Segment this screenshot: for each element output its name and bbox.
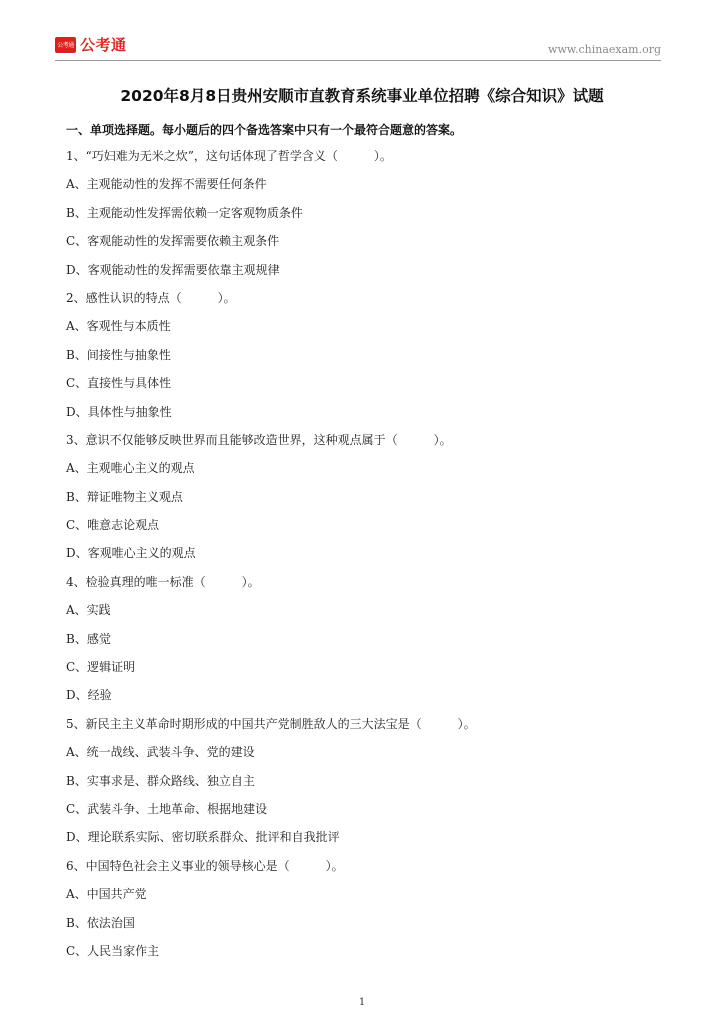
option-line: C、逻辑证明 — [66, 660, 136, 675]
option-line: B、依法治国 — [66, 915, 135, 930]
section-heading: 一、单项选择题。每小题后的四个备选答案中只有一个最符合题意的答案。 — [66, 123, 463, 137]
option-line: D、理论联系实际、密切联系群众、批评和自我批评 — [66, 830, 340, 845]
option-line: A、主观唯心主义的观点 — [66, 461, 195, 476]
brand-logo[interactable] — [55, 34, 127, 55]
option-line: C、直接性与具体性 — [66, 376, 172, 391]
logo-badge: 公考通 — [55, 37, 76, 53]
option-line: D、客观能动性的发挥需要依靠主观规律 — [66, 262, 280, 277]
option-line: B、感觉 — [66, 631, 111, 646]
logo-text: 公考通 — [80, 36, 127, 54]
option-line: B、主观能动性发挥需依赖一定客观物质条件 — [66, 205, 303, 220]
site-url: www.chinaexam.org — [548, 43, 661, 56]
option-line: C、唯意志论观点 — [66, 518, 160, 533]
question-line: 5、新民主主义革命时期形成的中国共产党制胜敌人的三大法宝是（ ）。 — [66, 716, 476, 731]
header-divider — [55, 60, 661, 61]
document-title: 2020年8月8日贵州安顺市直教育系统事业单位招聘《综合知识》试题 — [120, 87, 604, 105]
option-line: A、客观性与本质性 — [66, 319, 171, 334]
option-line: D、具体性与抽象性 — [66, 404, 172, 419]
question-line: 6、中国特色社会主义事业的领导核心是（ ）。 — [66, 858, 344, 873]
option-line: A、统一战线、武装斗争、党的建设 — [66, 745, 255, 760]
option-line: D、客观唯心主义的观点 — [66, 546, 196, 561]
page-number: 1 — [358, 997, 366, 1008]
question-list — [66, 146, 666, 969]
option-line: D、经验 — [66, 688, 112, 703]
page-header — [55, 34, 661, 60]
option-line: C、客观能动性的发挥需要依赖主观条件 — [66, 234, 280, 249]
option-line: A、中国共产党 — [66, 887, 147, 902]
option-line: B、实事求是、群众路线、独立自主 — [66, 773, 255, 788]
question-line: 2、感性认识的特点（ ）。 — [66, 290, 236, 305]
question-line: 4、检验真理的唯一标准（ ）。 — [66, 574, 260, 589]
question-line: 3、意识不仅能够反映世界而且能够改造世界，这种观点属于（ ）。 — [66, 432, 452, 447]
option-line: C、武装斗争、土地革命、根据地建设 — [66, 801, 268, 816]
option-line: A、实践 — [66, 603, 111, 618]
option-line: C、人民当家作主 — [66, 943, 160, 958]
option-line: B、辩证唯物主义观点 — [66, 489, 183, 504]
question-line: 1、“巧妇难为无米之炊”，这句话体现了哲学含义（ ）。 — [66, 149, 392, 163]
option-line: A、主观能动性的发挥不需要任何条件 — [66, 177, 267, 192]
option-line: B、间接性与抽象性 — [66, 347, 171, 362]
